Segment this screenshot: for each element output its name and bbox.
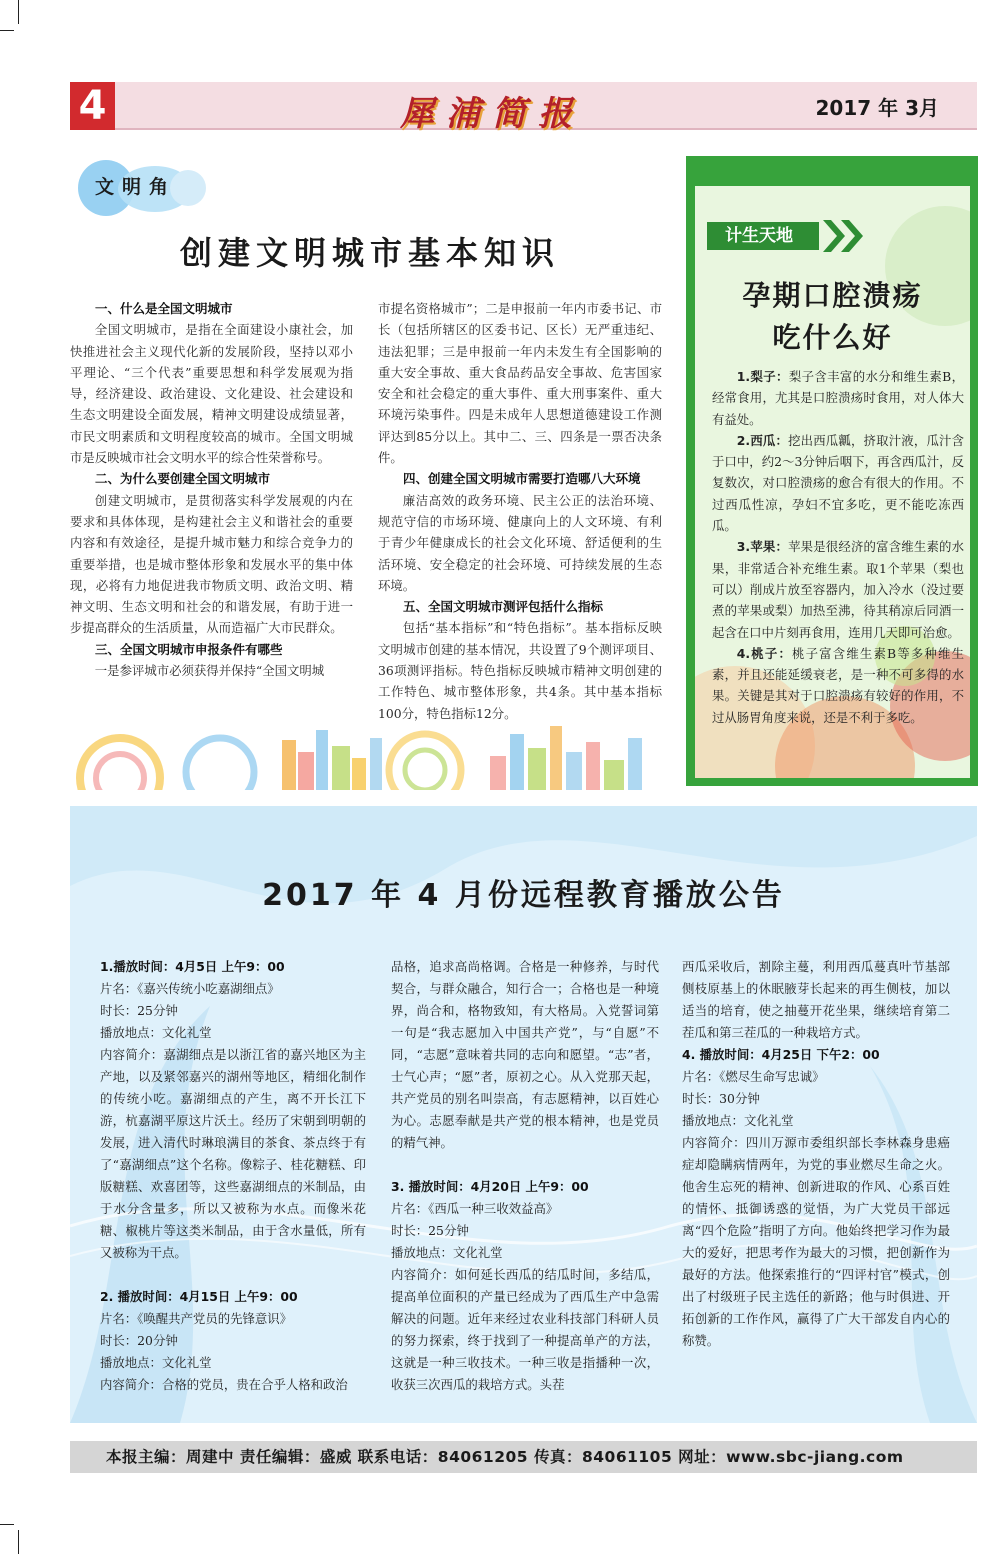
broadcast-detail: 内容简介：合格的党员，贵在合乎人格和政治 [100, 1377, 348, 1392]
health-item [712, 536, 964, 642]
section-heading: 一、什么是全国文明城市 [95, 301, 233, 316]
paragraph: 一是参评城市必须获得并保持“全国文明城 [94, 663, 325, 679]
broadcast-detail: 片名：《西瓜一种三收效益高》 [391, 1201, 559, 1216]
broadcast-detail: 片名：《燃尽生命写忠诚》 [682, 1069, 825, 1084]
health-item [712, 366, 964, 430]
broadcast-detail: 时长：30分钟 [682, 1091, 760, 1106]
health-panel [695, 186, 970, 778]
health-item-head: 2.西瓜： [736, 432, 789, 448]
broadcast-detail: 时长：25分钟 [100, 1003, 178, 1018]
stripe-decoration [686, 156, 978, 186]
section-heading: 五、全国文明城市测评包括什么指标 [403, 599, 604, 615]
paragraph: 全国文明城市，是指在全面建设小康社会，加快推进社会主义现代化新的发展阶段，坚持以邓小平理论、“三个代表”重要思想和科学发展观为指导，经济建设、政治建设、文化建设、社会建设和生态文明建设全面发展，精神文明建设成绩显著，市民文明素质和文明程度较高的城市。全国文明城市是反映城市社会文明水平的综合性荣誉称号。 [70, 322, 353, 466]
health-item-head: 3.苹果： [736, 539, 789, 555]
broadcast-detail: 内容简介：如何延长西瓜的结瓜时间，多结瓜，提高单位面积的产量已经成为了西瓜生产中急需解决的问题。近年来经过农业科技部门科研人员的努力探索，终于找到了一种提高单产的方法，这就是一种三收技术。一种三收是指播种一次，收获三次西瓜的栽培方式。头茬 [391, 1267, 659, 1392]
broadcast-time: 1.播放时间：4月5日 上午9：00 [100, 959, 285, 974]
broadcast-detail: 时长：25分钟 [391, 1223, 469, 1238]
health-item [712, 430, 964, 536]
health-item-head: 1.梨子： [736, 369, 789, 384]
broadcast-detail: 内容简介：四川万源市委组织部长李林森身患癌症却隐瞒病情两年，为党的事业燃尽生命之火。他舍生忘死的精神、创新进取的作风、心系百姓的情怀、抵御诱惑的觉悟，为广大党员干部远离“四个危险”指明了方向。他始终把学习作为最大的爱好，把思考作为最大的习惯，把创新作为最好的方法。他探索推行的“四评村官”模式，创出了村级班子民主选任的新路；他与时俱进、开拓创新的工作作风，赢得了广大干部发自内心的称赞。 [682, 1135, 950, 1348]
health-item-text: 苹果是很经济的富含维生素的水果，非常适合补充维生素。取1个苹果（梨也可以）削成片放至容器内，加入冷水（没过要煮的苹果或梨）加热至沸，待其稍凉后同酒一起含在口中片刻再食用，连用几天即可治愈。 [712, 539, 964, 640]
crop-mark [18, 0, 19, 24]
article-column-right [378, 298, 662, 724]
broadcast-time: 3. 播放时间：4月20日 上午9：00 [391, 1179, 589, 1194]
broadcast-detail: 播放地点：文化礼堂 [682, 1113, 794, 1128]
crop-mark [18, 1530, 19, 1554]
editorial-footer: 本报主编：周建中 责任编辑：盛威 联系电话：84061205 传真：84061105 网址：www.sbc-jiang.com [70, 1441, 977, 1473]
health-title-line1: 孕期口腔溃疡 [742, 279, 923, 312]
masthead-title: 犀浦简报 [400, 94, 584, 134]
health-item-text: 桃子富含维生素B等多种维生素，并且还能延缓衰老，是一种不可多得的水果。关键是其对于口腔溃疡有较好的作用，不过从肠胃角度来说，还是不利于多吃。 [712, 645, 964, 725]
broadcast-detail: 播放地点：文化礼堂 [391, 1245, 503, 1260]
broadcast-detail: 西瓜采收后，割除主蔓，利用西瓜蔓真叶节基部侧枝原基上的休眠腋芽长起来的再生侧枝，加以适当的培育，使之抽蔓开花坐果，继续培育第二茬瓜和第三茬瓜的一种栽培方式。 [682, 959, 950, 1040]
crop-mark [0, 1524, 14, 1525]
broadcast-detail: 时长：20分钟 [100, 1333, 178, 1348]
chevron-stripes-icon [823, 220, 883, 252]
notice-title: 2017 年 4 月份远程教育播放公告 [262, 878, 785, 913]
health-item-head: 4.桃子： [736, 645, 793, 661]
page-header [70, 82, 977, 134]
broadcast-time: 2. 播放时间：4月15日 上午9：00 [100, 1289, 298, 1304]
broadcast-detail: 片名：《唤醒共产党员的先锋意识》 [100, 1311, 293, 1326]
notice-column-3 [682, 956, 950, 1352]
issue-date: 2017 年 3月 [815, 96, 939, 120]
crop-mark [0, 30, 14, 31]
health-sidebar [686, 156, 978, 786]
spacer [100, 1264, 366, 1286]
broadcast-detail: 内容简介：嘉湖细点是以浙江省的嘉兴地区为主产地，以及紧邻嘉兴的湖州等地区，精细化制作的传统小吃。嘉湖细点的产生，离不开长江下游，杭嘉湖平原这片沃土。经历了宋朝到明朝的发展，进入清代时琳琅满目的茶食、茶点终于有了“嘉湖细点”这个名称。像粽子、桂花糖糕、印版糖糕、欢喜团等，这些嘉湖细点的米制品，由于水分含量多，所以又被称为水点。而像米花糖、椒桃片等这类米制品，由于含水量低，所有又被称为干点。 [100, 1047, 366, 1260]
section-heading: 二、为什么要创建全国文明城市 [95, 471, 271, 487]
city-skyline-illustration [70, 712, 662, 790]
health-title-line2: 吃什么好 [772, 321, 893, 354]
health-article [712, 366, 964, 728]
page-number: 4 [70, 82, 115, 130]
broadcast-notice [70, 806, 977, 1423]
paragraph: 创建文明城市，是贯彻落实科学发展观的内在要求和具体体现，是构建社会主义和谐社会的重要内容和有效途径，是提升城市魅力和综合竞争力的重要举措，也是城市整体形象和发展水平的集中体现，必将有力地促进我市物质文明、政治文明、精神文明、生态文明和社会的和谐发展，有助于进一步提高群众的生活质量，从而造福广大市民群众。 [70, 492, 353, 636]
article-column-left [70, 298, 353, 681]
health-item-text: 梨子含丰富的水分和维生素B，经常食用，尤其是口腔溃疡时食用，对人体大有益处。 [712, 369, 964, 427]
paragraph: 包括“基本指标”和“特色指标”。基本指标反映文明城市创建的基本情况，共设置了9个测评项目、36项测评指标。特色指标反映城市精神文明创建的工作特色、城市整体形象，共4条。其中基本指标100分，特色指标12分。 [378, 620, 662, 721]
paragraph: 廉洁高效的政务环境、民主公正的法治环境、规范守信的市场环境、健康向上的人文环境、有利于青少年健康成长的社会文化环境、舒适便利的生活环境、安全稳定的社会环境、可持续发展的生态环境。 [378, 492, 662, 593]
section-heading: 四、创建全国文明城市需要打造哪八大环境 [403, 471, 641, 487]
paragraph: 市提名资格城市”；二是申报前一年内市委书记、市长（包括所辖区的区委书记、区长）无严重违纪、违法犯罪；三是申报前一年内未发生有全国影响的重大安全事故、重大食品药品安全事故、危害国家安全和社会稳定的重大事件、重大刑事案件、重大环境污染事件。四是未成年人思想道德建设工作测评达到85分以上。其中二、三、四条是一票否决条件。 [378, 301, 662, 466]
broadcast-detail: 播放地点：文化礼堂 [100, 1355, 212, 1370]
broadcast-detail: 品格，追求高尚格调。合格是一种修养，与时代契合，与群众融合，知行合一；合格也是一种境界，尚合和，格物致知，有大格局。入党誓词第一句是“我志愿加入中国共产党”，与“自愿”不同，“志愿”意味着共同的志向和愿望。“志”者，士气心声；“愿”者，原初之心。从入党那天起，共产党员的别名叫崇高，有志愿精神，以百姓心为心。志愿奉献是共产党的根本精神，也是党员的精气神。 [391, 959, 659, 1150]
health-item [712, 643, 964, 728]
notice-column-2 [391, 956, 659, 1396]
notice-column-1 [100, 956, 366, 1396]
broadcast-detail: 播放地点：文化礼堂 [100, 1025, 212, 1040]
health-item-text: 挖出西瓜瓤，挤取汁液，瓜汁含于口中，约2～3分钟后咽下，再含西瓜汁，反复数次，对口腔溃疡的愈合有很大的作用。不过西瓜性凉，孕妇不宜多吃，更不能吃冻西瓜。 [712, 432, 964, 534]
section-tag: 计生天地 [707, 222, 819, 250]
broadcast-detail: 片名：《嘉兴传统小吃嘉湖细点》 [100, 981, 280, 996]
spacer [391, 1154, 659, 1176]
article-title: 创建文明城市基本知识 [180, 234, 561, 272]
section-heading: 三、全国文明城市申报条件有哪些 [95, 641, 283, 657]
broadcast-time: 4. 播放时间：4月25日 下午2：00 [682, 1047, 880, 1062]
section-label: 文明角 [95, 176, 177, 198]
